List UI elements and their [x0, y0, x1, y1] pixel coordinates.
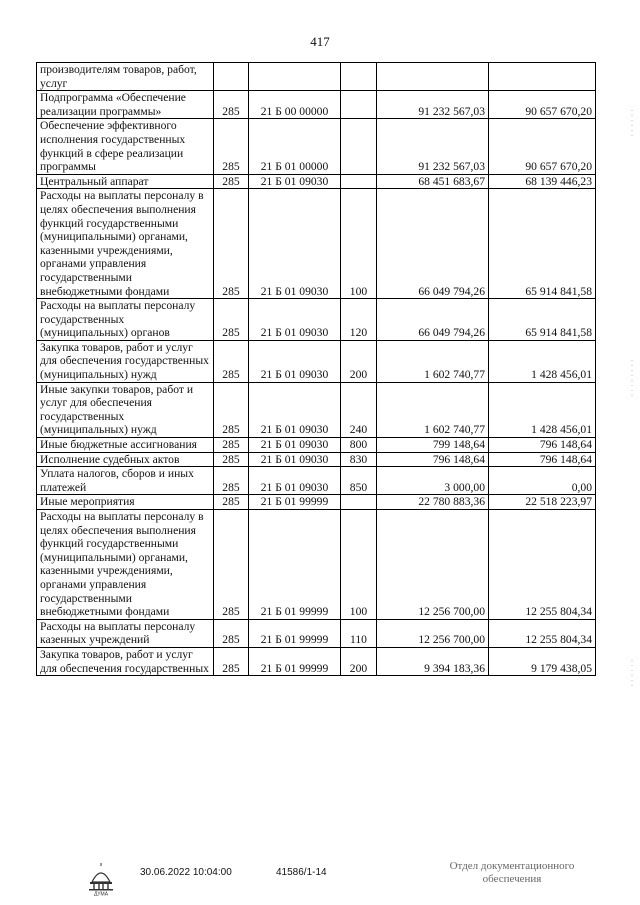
- row-name-cell: производителям товаров, работ, услуг: [37, 63, 214, 91]
- row-amount-1-cell: 22 780 883,36: [377, 495, 489, 510]
- row-amount-1-cell: 91 232 567,03: [377, 91, 489, 119]
- row-amount-1-cell: 66 049 794,26: [377, 299, 489, 341]
- table-row: [37, 438, 596, 453]
- row-amount-1-cell: 91 232 567,03: [377, 119, 489, 174]
- table-row: [37, 63, 596, 91]
- row-expense-type-cell: [341, 119, 377, 174]
- row-ved-code-cell: 285: [214, 510, 249, 620]
- row-ved-code-cell: 285: [214, 495, 249, 510]
- row-expense-type-cell: 100: [341, 510, 377, 620]
- row-target-article-cell: 21 Б 01 09030: [249, 174, 341, 189]
- row-ved-code-cell: 285: [214, 174, 249, 189]
- table-row: [37, 647, 596, 675]
- page-number: 417: [310, 34, 330, 49]
- row-amount-2-cell: 68 139 446,23: [489, 174, 596, 189]
- footer-datetime: 30.06.2022 10:04:00: [140, 867, 232, 878]
- row-target-article-cell: 21 Б 00 00000: [249, 91, 341, 119]
- row-name-cell: Закупка товаров, работ и услуг для обеспечения государственных: [37, 647, 214, 675]
- row-amount-2-cell: 65 914 841,58: [489, 299, 596, 341]
- table-row: [37, 174, 596, 189]
- row-target-article-cell: 21 Б 01 99999: [249, 619, 341, 647]
- footer-doc-number: 41586/1-14: [276, 867, 327, 878]
- table-row: [37, 510, 596, 620]
- row-amount-2-cell: 22 518 223,97: [489, 495, 596, 510]
- row-expense-type-cell: 120: [341, 299, 377, 341]
- budget-table-body: [37, 63, 596, 676]
- row-target-article-cell: 21 Б 01 09030: [249, 189, 341, 299]
- row-name-cell: Обеспечение эффективного исполнения государственных функций в сфере реализации программы: [37, 119, 214, 174]
- row-expense-type-cell: 830: [341, 452, 377, 467]
- row-amount-1-cell: 66 049 794,26: [377, 189, 489, 299]
- row-amount-2-cell: 90 657 670,20: [489, 119, 596, 174]
- row-name-cell: Расходы на выплаты персоналу казенных учреждений: [37, 619, 214, 647]
- row-amount-2-cell: 12 255 804,34: [489, 619, 596, 647]
- row-amount-2-cell: 796 148,64: [489, 438, 596, 453]
- row-expense-type-cell: [341, 495, 377, 510]
- row-amount-1-cell: 3 000,00: [377, 467, 489, 495]
- row-expense-type-cell: 240: [341, 382, 377, 437]
- table-row: [37, 299, 596, 341]
- logo-caption: ДУМА: [93, 891, 109, 896]
- row-ved-code-cell: 285: [214, 382, 249, 437]
- row-ved-code-cell: 285: [214, 647, 249, 675]
- row-ved-code-cell: 285: [214, 438, 249, 453]
- row-name-cell: Исполнение судебных актов: [37, 452, 214, 467]
- row-target-article-cell: 21 Б 01 09030: [249, 340, 341, 382]
- row-ved-code-cell: [214, 63, 249, 91]
- duma-logo: [86, 862, 116, 896]
- row-target-article-cell: 21 Б 01 99999: [249, 495, 341, 510]
- row-target-article-cell: [249, 63, 341, 91]
- row-amount-2-cell: 9 179 438,05: [489, 647, 596, 675]
- table-row: [37, 619, 596, 647]
- table-row: [37, 91, 596, 119]
- row-amount-2-cell: 1 428 456,01: [489, 340, 596, 382]
- row-target-article-cell: 21 Б 01 99999: [249, 647, 341, 675]
- row-name-cell: Иные мероприятия: [37, 495, 214, 510]
- row-ved-code-cell: 285: [214, 119, 249, 174]
- row-amount-2-cell: 90 657 670,20: [489, 91, 596, 119]
- table-row: [37, 189, 596, 299]
- row-amount-2-cell: [489, 63, 596, 91]
- row-expense-type-cell: [341, 91, 377, 119]
- row-amount-1-cell: 796 148,64: [377, 452, 489, 467]
- row-amount-1-cell: 12 256 700,00: [377, 619, 489, 647]
- row-ved-code-cell: 285: [214, 189, 249, 299]
- row-expense-type-cell: [341, 174, 377, 189]
- row-expense-type-cell: 100: [341, 189, 377, 299]
- row-target-article-cell: 21 Б 01 09030: [249, 452, 341, 467]
- table-row: [37, 495, 596, 510]
- row-amount-1-cell: 68 451 683,67: [377, 174, 489, 189]
- row-ved-code-cell: 285: [214, 340, 249, 382]
- row-name-cell: Расходы на выплаты персоналу в целях обеспечения выполнения функций государственными (муниципальными) органами, казенными учреждениями, органами управления государственными внебюджетными фондами: [37, 510, 214, 620]
- row-expense-type-cell: 800: [341, 438, 377, 453]
- row-ved-code-cell: 285: [214, 452, 249, 467]
- row-expense-type-cell: 850: [341, 467, 377, 495]
- row-target-article-cell: 21 Б 01 09030: [249, 382, 341, 437]
- table-row: [37, 467, 596, 495]
- row-ved-code-cell: 285: [214, 467, 249, 495]
- row-ved-code-cell: 285: [214, 619, 249, 647]
- row-amount-1-cell: 1 602 740,77: [377, 382, 489, 437]
- row-target-article-cell: 21 Б 01 09030: [249, 299, 341, 341]
- table-row: [37, 452, 596, 467]
- row-amount-2-cell: 12 255 804,34: [489, 510, 596, 620]
- row-name-cell: Подпрограмма «Обеспечение реализации программы»: [37, 91, 214, 119]
- row-amount-2-cell: 1 428 456,01: [489, 382, 596, 437]
- row-amount-1-cell: 12 256 700,00: [377, 510, 489, 620]
- row-amount-1-cell: 799 148,64: [377, 438, 489, 453]
- budget-table: [36, 62, 596, 676]
- row-amount-1-cell: 1 602 740,77: [377, 340, 489, 382]
- row-target-article-cell: 21 Б 01 00000: [249, 119, 341, 174]
- row-name-cell: Расходы на выплаты персоналу государственных (муниципальных) органов: [37, 299, 214, 341]
- table-row: [37, 340, 596, 382]
- row-name-cell: Уплата налогов, сборов и иных платежей: [37, 467, 214, 495]
- row-expense-type-cell: [341, 63, 377, 91]
- row-expense-type-cell: 200: [341, 340, 377, 382]
- row-expense-type-cell: 110: [341, 619, 377, 647]
- table-row: [37, 382, 596, 437]
- row-name-cell: Центральный аппарат: [37, 174, 214, 189]
- row-target-article-cell: 21 Б 01 09030: [249, 467, 341, 495]
- page-footer: [0, 860, 640, 900]
- row-name-cell: Иные закупки товаров, работ и услуг для обеспечения государственных (муниципальных) нужд: [37, 382, 214, 437]
- table-row: [37, 119, 596, 174]
- scan-edge-marks: [628, 100, 636, 750]
- row-target-article-cell: 21 Б 01 99999: [249, 510, 341, 620]
- row-ved-code-cell: 285: [214, 91, 249, 119]
- row-name-cell: Иные бюджетные ассигнования: [37, 438, 214, 453]
- row-amount-1-cell: [377, 63, 489, 91]
- row-expense-type-cell: 200: [341, 647, 377, 675]
- row-name-cell: Расходы на выплаты персоналу в целях обеспечения выполнения функций государственными (муниципальными) органами, казенными учреждениями, органами управления государственными внебюджетными фондами: [37, 189, 214, 299]
- footer-department-stamp: Отдел документационного обеспечения: [449, 860, 575, 885]
- row-target-article-cell: 21 Б 01 09030: [249, 438, 341, 453]
- row-ved-code-cell: 285: [214, 299, 249, 341]
- row-name-cell: Закупка товаров, работ и услуг для обеспечения государственных (муниципальных) нужд: [37, 340, 214, 382]
- row-amount-1-cell: 9 394 183,36: [377, 647, 489, 675]
- row-amount-2-cell: 796 148,64: [489, 452, 596, 467]
- row-amount-2-cell: 65 914 841,58: [489, 189, 596, 299]
- row-amount-2-cell: 0,00: [489, 467, 596, 495]
